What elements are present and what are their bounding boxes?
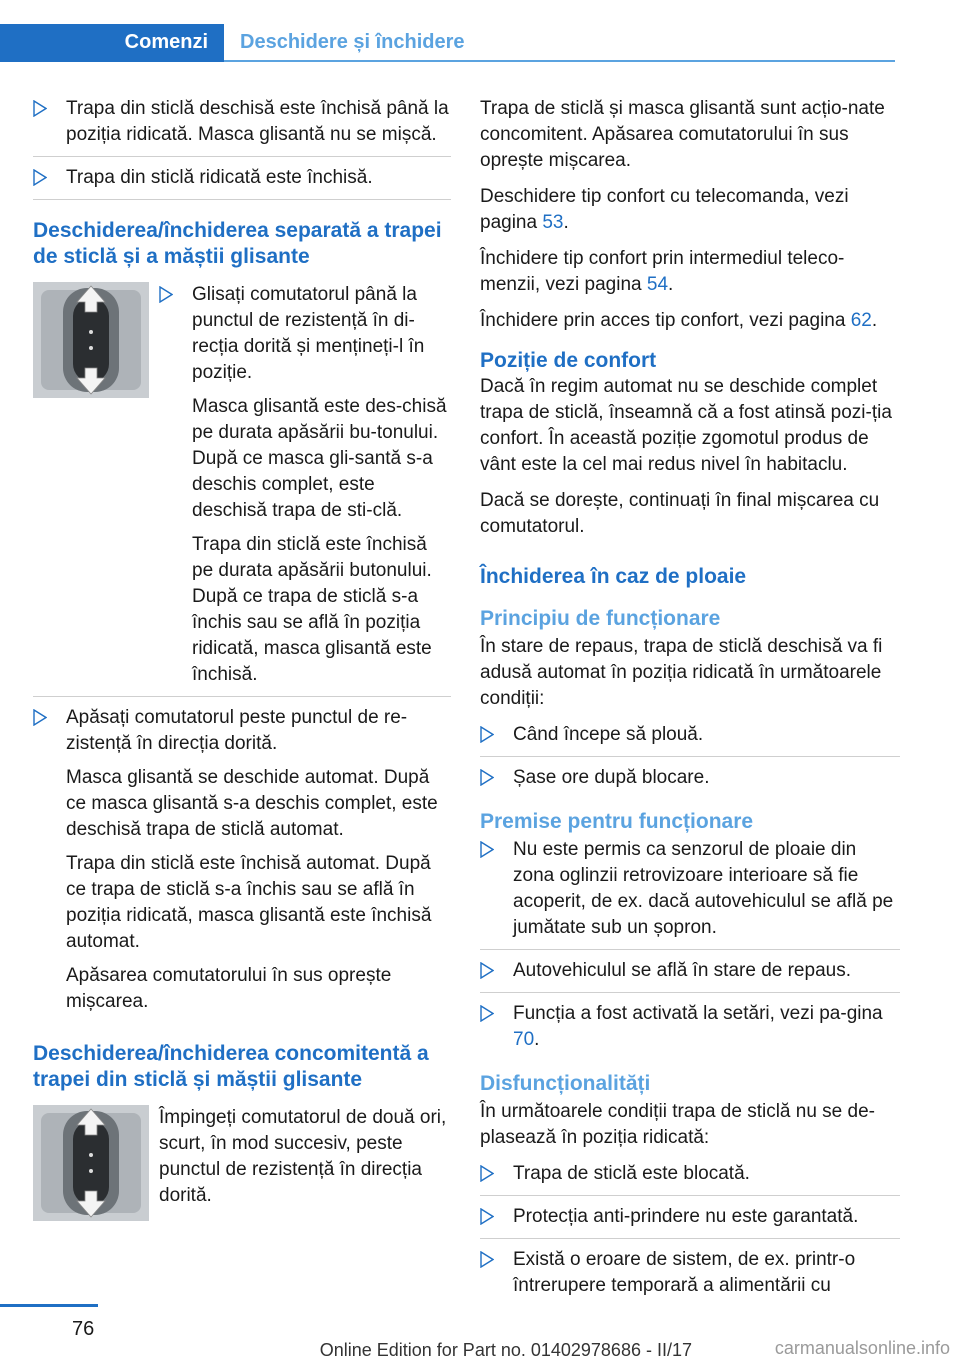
list-item-subtext: Trapa din sticlă este închisă automat. După ce trapa de sticlă s-a închis sau se află în poziția ridicată, masca glisantă este închisă automat. <box>66 853 432 952</box>
paragraph-text: Închidere prin acces tip confort, vezi pagina <box>480 310 846 331</box>
chapter-tab[interactable] <box>0 24 224 62</box>
list-item-text: Există o eroare de sistem, de ex. printr-o întrerupere temporară a alimentării cu <box>513 1249 856 1296</box>
page-number: 76 <box>72 1318 95 1340</box>
bullet-arrow-icon <box>480 726 494 743</box>
principle-heading: Principiu de funcționare <box>480 607 721 630</box>
page-link-54[interactable]: 54 <box>646 274 669 295</box>
list-item-subtext: Trapa din sticlă este închisă pe durata apăsării butonului. După ce trapa de sticlă s-a închis sau se află în poziția ridicată, masca glisantă este închisă. <box>192 534 432 685</box>
list-item <box>480 1247 900 1299</box>
bullet-arrow-icon <box>480 1165 494 1182</box>
list-item-text: Șase ore după blocare. <box>513 767 710 788</box>
list-item <box>480 1204 900 1239</box>
list-item <box>480 1161 900 1196</box>
right-column <box>480 96 900 1306</box>
paragraph: Închidere tip confort prin intermediul teleco-menzii, vezi pagina 54. <box>480 248 845 295</box>
list-item-text: Nu este permis ca senzorul de ploaie din zona oglinzii retrovizoare interioare să fie acoperit, de ex. dacă autovehiculul se află pe jumătate sub un șopron. <box>513 839 894 938</box>
list-item <box>33 705 451 1015</box>
prereq-heading: Premise pentru funcționare <box>480 810 754 833</box>
paragraph: Deschidere tip confort cu telecomanda, vezi pagina 53. <box>480 186 849 233</box>
left-column <box>33 96 451 1221</box>
paragraph-text: Închidere tip confort prin intermediul teleco-menzii, vezi pagina <box>480 248 845 295</box>
malfunction-heading: Disfuncționalități <box>480 1072 651 1095</box>
bullet-arrow-icon <box>480 1208 494 1225</box>
bullet-arrow-icon <box>480 841 494 858</box>
list-item-text: Apăsați comutatorul peste punctul de re-zistență în direcția dorită. <box>66 707 408 754</box>
bullet-arrow-icon <box>33 709 47 726</box>
paragraph-text: Deschidere tip confort cu telecomanda, vezi pagina <box>480 186 849 233</box>
header-divider <box>224 60 895 62</box>
section-heading-separate: Deschiderea/închiderea separată a trapei de sticlă și a măștii glisante <box>33 219 442 268</box>
paragraph: Dacă în regim automat nu se deschide complet trapa de sticlă, înseamnă că a fost atinsă pozi-ția confort. În această poziție zgomotul produs de vânt este la cel mai redus nivel în habitaclu. <box>480 376 892 475</box>
simultaneous-text: Împingeți comutatorul de două ori, scurt, în mod succesiv, peste punctul de rezistență în direcția dorită. <box>159 1107 447 1206</box>
bullet-arrow-icon <box>480 1251 494 1268</box>
list-item <box>33 96 451 157</box>
list-item-subtext: Masca glisantă este des-chisă pe durata apăsării bu-tonului. După ce masca gli-santă s-a deschis complet, este deschisă trapa de sti-clă. <box>192 396 447 521</box>
list-item <box>480 765 900 791</box>
list-item <box>33 165 451 200</box>
bullet-arrow-icon <box>480 962 494 979</box>
paragraph: Trapa de sticlă și masca glisantă sunt acțio-nate concomitent. Apăsarea comutatorului în sus oprește mișcarea. <box>480 98 885 171</box>
separate-operation-block <box>33 282 451 688</box>
bullet-arrow-icon <box>33 100 47 117</box>
section-heading-simultaneous: Deschiderea/închiderea concomitentă a trapei din sticlă și măștii glisante <box>33 1042 429 1091</box>
list-item-text: Autovehiculul se află în stare de repaus. <box>513 960 851 981</box>
list-item-text: Trapa de sticlă este blocată. <box>513 1163 750 1184</box>
bullet-arrow-icon <box>480 769 494 786</box>
roof-switch-image <box>33 282 149 398</box>
list-item-text: Protecția anti-prindere nu este garantată. <box>513 1206 859 1227</box>
list-item <box>480 837 900 950</box>
comfort-heading: Poziție de confort <box>480 349 657 372</box>
list-item <box>480 958 900 993</box>
list-item <box>159 282 451 688</box>
list-divider <box>33 696 451 697</box>
watermark: carmanualsonline.info <box>774 1338 950 1358</box>
rain-heading: Închiderea în caz de ploaie <box>480 565 747 588</box>
paragraph: În stare de repaus, trapa de sticlă deschisă va fi adusă automat în poziția ridicată în următoarele condiții: <box>480 636 883 709</box>
list-item-text: Funcția a fost activată la setări, vezi pa-gina <box>513 1003 883 1024</box>
list-item-text: Trapa din sticlă ridicată este închisă. <box>66 167 373 188</box>
page-header <box>0 24 895 62</box>
paragraph: Închidere prin acces tip confort, vezi pagina 62. <box>480 310 878 331</box>
chapter-tab-label: Comenzi <box>124 31 208 53</box>
list-item <box>480 722 900 757</box>
bullet-arrow-icon <box>159 286 173 303</box>
page-link-53[interactable]: 53 <box>542 212 564 233</box>
bullet-arrow-icon <box>33 169 47 186</box>
list-item-subtext: Apăsarea comutatorului în sus oprește mișcarea. <box>66 965 392 1012</box>
list-item: Funcția a fost activată la setări, vezi pa-gina 70. <box>480 1001 900 1053</box>
paragraph: În următoarele condiții trapa de sticlă nu se de-plasează în poziția ridicată: <box>480 1101 875 1148</box>
footer-divider <box>0 1304 98 1307</box>
list-item-subtext: Masca glisantă se deschide automat. După ce masca glisantă s-a deschis complet, este deschisă trapa de sticlă automat. <box>66 767 438 840</box>
page-link-62[interactable]: 62 <box>850 310 872 331</box>
list-item-text: Trapa din sticlă deschisă este închisă până la poziția ridicată. Masca glisantă nu se mișcă. <box>66 98 449 145</box>
bullet-arrow-icon <box>480 1005 494 1022</box>
roof-switch-image <box>33 1105 149 1221</box>
list-item-text: Când începe să plouă. <box>513 724 704 745</box>
edition-note: Online Edition for Part no. 01402978686 - II/17 <box>319 1340 692 1360</box>
section-title[interactable]: Deschidere și închidere <box>240 31 465 53</box>
paragraph: Dacă se dorește, continuați în final mișcarea cu comutatorul. <box>480 490 880 537</box>
list-item-text: Glisați comutatorul până la punctul de rezistență în di-recția dorită și mențineți-l în poziție. <box>192 284 425 383</box>
page-link-70[interactable]: 70 <box>513 1029 535 1050</box>
simultaneous-operation-block <box>33 1105 451 1221</box>
